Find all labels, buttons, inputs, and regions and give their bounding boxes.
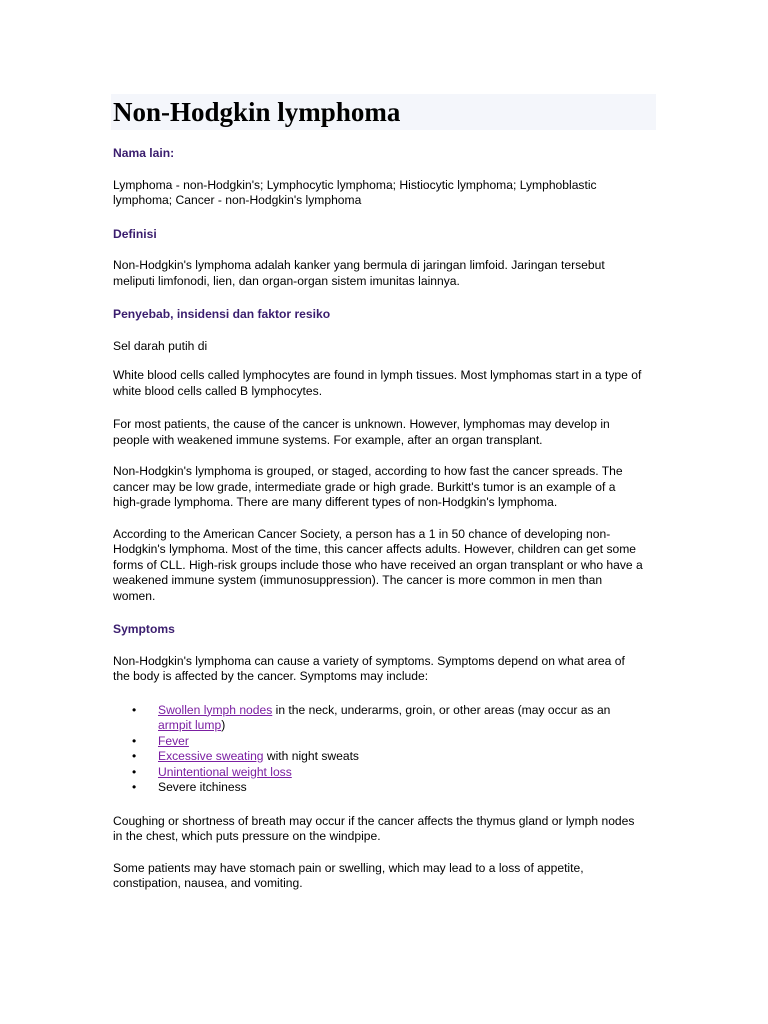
symptoms-paragraph: Some patients may have stomach pain or swelling, which may lead to a loss of appetite, constipation, nausea, and vomiting. (113, 860, 584, 890)
weight-loss-link[interactable]: Unintentional weight loss (158, 764, 292, 779)
penyebab-paragraph: White blood cells called lymphocytes are found in lymph tissues. Most lymphomas start in a type of white blood cells called B lymphocytes. (113, 368, 642, 398)
bullet-icon: • (132, 764, 137, 779)
bullet-icon: • (132, 702, 137, 717)
heading-nama-lain: Nama lain: (113, 146, 175, 160)
penyebab-paragraph: Non-Hodgkin's lymphoma is grouped, or staged, according to how fast the cancer spreads. The cancer may be low grade, intermediate grade or high grade. Burkitt's tumor is an example of a high-grade lymphoma. There are many different types of non-Hodgkin's lymphoma. (113, 464, 623, 509)
heading-penyebab: Penyebab, insidensi dan faktor resiko (113, 307, 331, 321)
list-item-text: in the neck, underarms, groin, or other areas (may occur as an (272, 702, 611, 717)
bullet-icon: • (132, 733, 137, 748)
penyebab-paragraph: According to the American Cancer Society, a person has a 1 in 50 chance of developing non-Hodgkin's lymphoma. Most of the time, this cancer affects adults. However, children can get some forms of CLL. High-risk groups include those who have received an organ transplant or who have a weakened immune system (immunosuppression). The cancer is more common in men than women. (113, 526, 643, 603)
bullet-icon: • (132, 780, 137, 794)
armpit-lump-link[interactable]: armpit lump (158, 718, 222, 732)
penyebab-paragraph: Sel darah putih di (113, 338, 208, 353)
list-item (113, 703, 643, 734)
page-title: Non-Hodgkin lymphoma (113, 97, 401, 127)
document-body (113, 146, 643, 892)
nama-lain-text: Lymphoma - non-Hodgkin's; Lymphocytic lymphoma; Histiocytic lymphoma; Lymphoblastic lymphoma; Cancer - non-Hodgkin's lymphoma (113, 177, 597, 207)
list-item (113, 765, 643, 781)
list-item (113, 749, 643, 765)
penyebab-paragraph: For most patients, the cause of the cancer is unknown. However, lymphomas may develop in people with weakened immune systems. For example, after an organ transplant. (113, 417, 610, 447)
list-item-text: Severe itchiness (158, 780, 247, 794)
swollen-lymph-nodes-link[interactable]: Swollen lymph nodes (158, 702, 273, 717)
list-item (113, 734, 643, 750)
symptoms-paragraph: Coughing or shortness of breath may occur if the cancer affects the thymus gland or lymph nodes in the chest, which puts pressure on the windpipe. (113, 813, 635, 843)
heading-definisi: Definisi (113, 226, 157, 241)
list-item (113, 780, 643, 796)
fever-link[interactable]: Fever (158, 733, 189, 748)
symptoms-intro: Non-Hodgkin's lymphoma can cause a variety of symptoms. Symptoms depend on what area of the body is affected by the cancer. Symptoms may include: (113, 653, 625, 683)
bullet-icon: • (132, 749, 137, 763)
excessive-sweating-link[interactable]: Excessive sweating (158, 749, 264, 763)
definisi-text: Non-Hodgkin's lymphoma adalah kanker yang bermula di jaringan limfoid. Jaringan tersebut meliputi limfonodi, lien, dan organ-organ sistem imunitas lainnya. (113, 258, 605, 288)
symptoms-list (113, 703, 643, 796)
list-item-text: with night sweats (263, 749, 359, 763)
heading-symptoms: Symptoms (113, 622, 175, 636)
list-item-text: ) (221, 718, 226, 732)
